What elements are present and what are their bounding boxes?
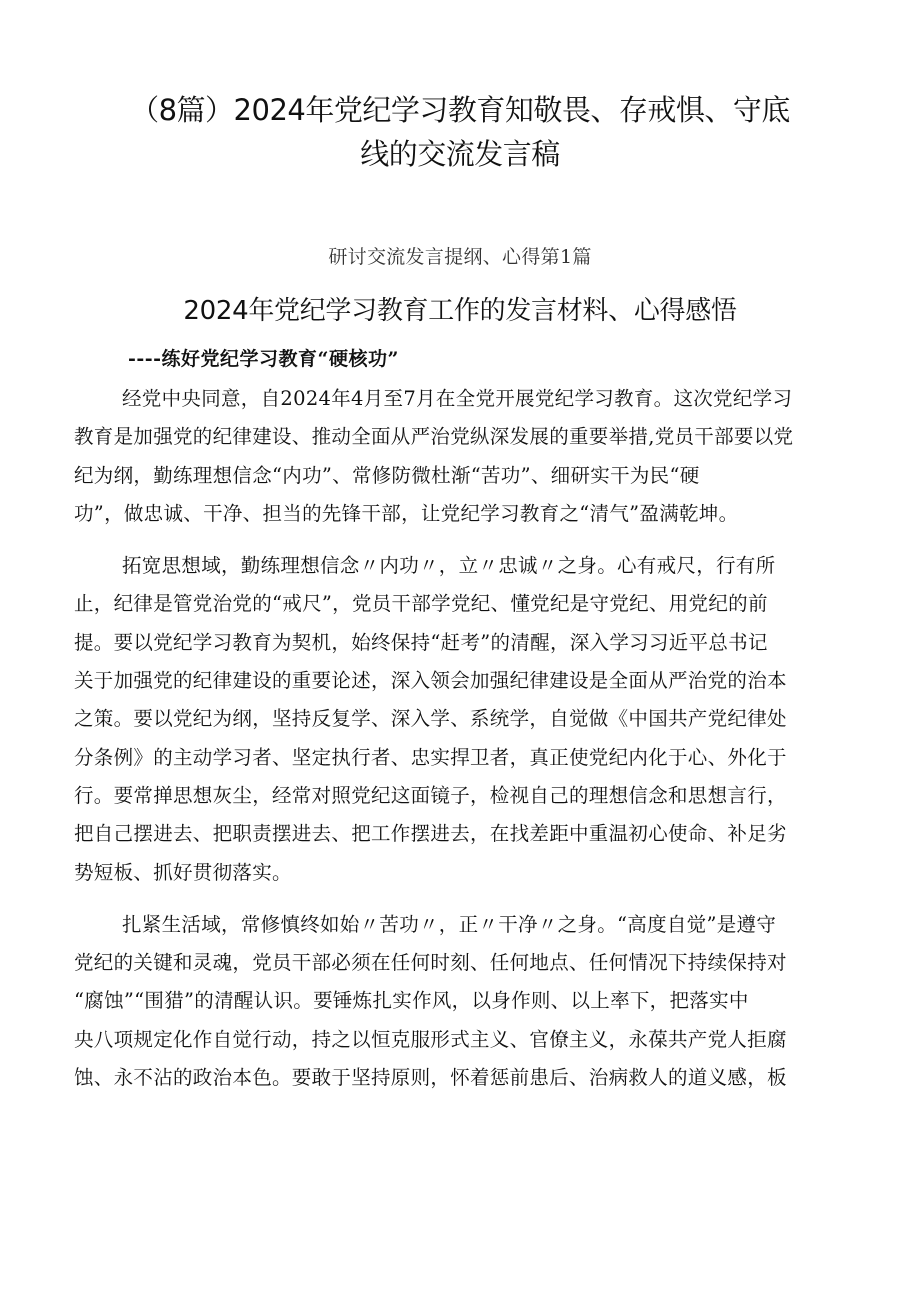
text-line: 央八项规定化作自觉行动，持之以恒克服形式主义、官僚主义，永葆共产党人拒腐 bbox=[74, 1027, 787, 1051]
text-line: 提。要以党纪学习教育为契机，始终保持“赶考”的清醒，深入学习习近平总书记 bbox=[74, 630, 768, 654]
text-line: 纪为纲，勤练理想信念“内功”、常修防微杜渐“苦功”、细研实干为民“硬 bbox=[74, 463, 700, 487]
text-line: 经党中央同意，自2024年4月至7月在全党开展党纪学习教育。这次党纪学习 bbox=[122, 387, 793, 410]
title-line: （8篇）2024年党纪学习教育知敬畏、存戒惧、守底 bbox=[130, 93, 790, 127]
text-line: 分条例》的主动学习者、坚定执行者、忠实捍卫者，真正使党纪内化于心、外化于 bbox=[74, 745, 787, 769]
paragraph bbox=[74, 380, 854, 533]
text-line: 势短板、抓好贯彻落实。 bbox=[74, 860, 292, 884]
text-line: 蚀、永不沾的政治本色。要敢于坚持原则，怀着惩前患后、治病救人的道义感，板 bbox=[74, 1066, 787, 1090]
document-title bbox=[100, 88, 820, 176]
paragraph bbox=[74, 547, 854, 892]
title-line: 线的交流发言稿 bbox=[360, 137, 560, 171]
text-line: “腐蚀”“围猎”的清醒认识。要锤炼扎实作风，以身作则、以上率下，把落实中 bbox=[74, 989, 749, 1013]
body-text bbox=[74, 380, 854, 1111]
text-line: 之策。要以党纪为纲，坚持反复学、深入学、系统学，自觉做《中国共产党纪律处 bbox=[74, 707, 787, 731]
text-line: 拓宽思想域，勤练理想信念〃内功〃，立〃忠诚〃之身。心有戒尺，行有所 bbox=[122, 554, 776, 578]
text-line: 党纪的关键和灵魂，党员干部必须在任何时刻、任何地点、任何情况下持续保持对 bbox=[74, 951, 787, 975]
text-line: 扎紧生活域，常修慎终如始〃苦功〃，正〃干净〃之身。“高度自觉”是遵守 bbox=[122, 912, 777, 936]
text-line: 关于加强党的纪律建设的重要论述，深入领会加强纪律建设是全面从严治党的治本 bbox=[74, 669, 787, 693]
article-sub-label: 研讨交流发言提纲、心得第1篇 bbox=[328, 246, 592, 268]
section-title: 2024年党纪学习教育工作的发言材料、心得感悟 bbox=[183, 296, 737, 326]
text-line: 功”，做忠诚、干净、担当的先锋干部，让党纪学习教育之“清气”盈满乾坤。 bbox=[74, 501, 739, 525]
text-line: 止，纪律是管党治党的“戒尺”，党员干部学党纪、懂党纪是守党纪、用党纪的前 bbox=[74, 592, 768, 616]
paragraph bbox=[74, 906, 854, 1097]
text-line: 教育是加强党的纪律建设、推动全面从严治党纵深发展的重要举措,党员干部要以党 bbox=[74, 425, 794, 449]
text-line: 行。要常掸思想灰尘，经常对照党纪这面镜子，检视自己的理想信念和思想言行， bbox=[74, 783, 787, 807]
text-line: 把自己摆进去、把职责摆进去、把工作摆进去，在找差距中重温初心使命、补足劣 bbox=[74, 822, 787, 846]
section-tagline: ----练好党纪学习教育“硬核功” bbox=[128, 348, 399, 370]
